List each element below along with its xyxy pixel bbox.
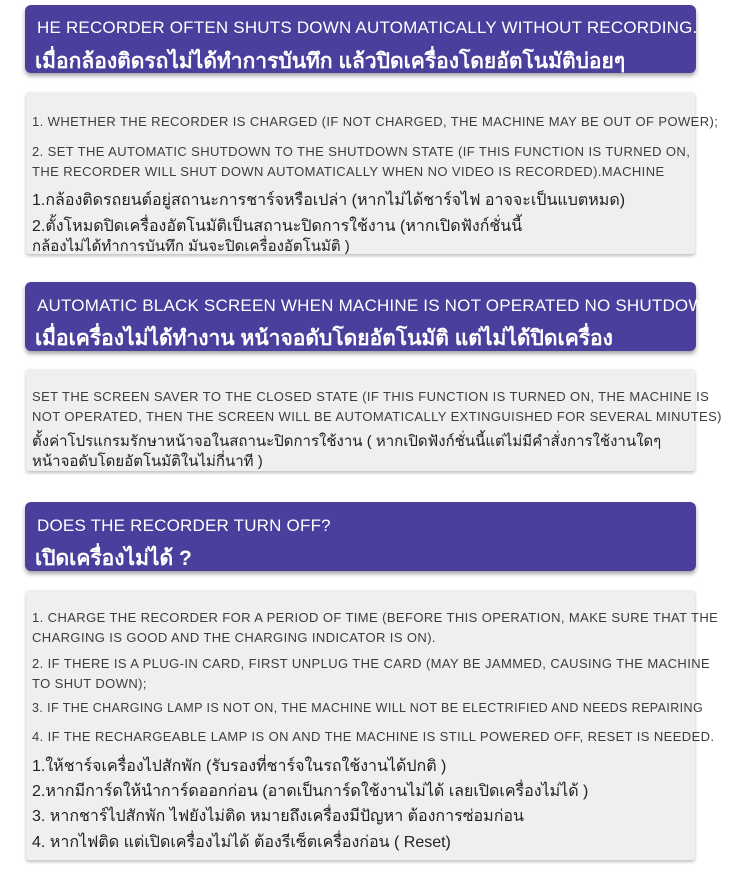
section-2-th-line-1: ตั้งค่าโปรแกรมรักษาหน้าจอในสถานะปิดการใช้งาน ( หากเปิดฟังก์ชั่นนี้แต่ไม่มีคำสั่งการใช้งานใดๆ bbox=[32, 433, 662, 450]
section-2-en-line-1: SET THE SCREEN SAVER TO THE CLOSED STATE (IF THIS FUNCTION IS TURNED ON, THE MACHINE IS bbox=[32, 389, 710, 404]
section-2-header bbox=[25, 282, 718, 351]
section-3-header bbox=[25, 502, 696, 571]
section-3-th-line-2: 2.หากมีการ์ดให้นำการ์ดออกก่อน (อาดเป็นการ์ดใช้งานไม่ได้ เลยเปิดเครื่องไม่ได้ ) bbox=[32, 783, 589, 800]
section-3-th-line-1: 1.ให้ชาร์จเครื่องไปสักพัก (รับรองที่ชาร์จในรถใช้งานได้ปกติ ) bbox=[32, 758, 447, 775]
section-3-th-line-3: 3. หากชาร์ไปสักพัก ไฟยังไม่ติด หมายถึงเครื่องมีปัญหา ต้องการซ่อมก่อน bbox=[32, 808, 524, 825]
section-2-en-line-2: NOT OPERATED, THEN THE SCREEN WILL BE AUTOMATICALLY EXTINGUISHED FOR SEVERAL MINUTES) bbox=[32, 409, 722, 424]
section-3-en-line-5: 3. IF THE CHARGING LAMP IS NOT ON, THE MACHINE WILL NOT BE ELECTRIFIED AND NEEDS REPAIRING bbox=[32, 701, 704, 715]
section-2-title-th: เมื่อเครื่องไม่ได้ทำงาน หน้าจอดับโดยอัตโนมัติ แต่ไม่ได้ปิดเครื่อง bbox=[35, 327, 613, 350]
section-1-en-line-3: THE RECORDER WILL SHUT DOWN AUTOMATICALLY WHEN NO VIDEO IS RECORDED).MACHINE bbox=[32, 164, 665, 179]
section-3-body bbox=[26, 590, 719, 860]
section-3-en-line-3: 2. IF THERE IS A PLUG-IN CARD, FIRST UNPLUG THE CARD (MAY BE JAMMED, CAUSING THE MACHINE bbox=[32, 656, 711, 671]
section-1-en-line-1: 1. WHETHER THE RECORDER IS CHARGED (IF NOT CHARGED, THE MACHINE MAY BE OUT OF POWER); bbox=[32, 114, 719, 129]
section-3-en-line-4: TO SHUT DOWN); bbox=[32, 676, 147, 691]
section-1-th-line-2: 2.ตั้งโหมดปิดเครื่องอัตโนมัติเป็นสถานะปิดการใช้งาน (หากเปิดฟังก์ชั่นนี้ bbox=[32, 218, 523, 235]
section-3-en-line-1: 1. CHARGE THE RECORDER FOR A PERIOD OF TIME (BEFORE THIS OPERATION, MAKE SURE THAT THE bbox=[32, 610, 719, 625]
section-1-body bbox=[26, 92, 719, 255]
section-1-header bbox=[25, 5, 696, 73]
section-1-title-en: HE RECORDER OFTEN SHUTS DOWN AUTOMATICALLY WITHOUT RECORDING. bbox=[37, 18, 698, 37]
section-3-th-line-4: 4. หากไฟติด แต่เปิดเครื่องไม่ได้ ต้องรีเซ็ตเครื่องก่อน ( Reset) bbox=[32, 834, 451, 851]
section-3-en-line-2: CHARGING IS GOOD AND THE CHARGING INDICATOR IS ON). bbox=[32, 630, 436, 645]
section-1-en-line-2: 2. SET THE AUTOMATIC SHUTDOWN TO THE SHUTDOWN STATE (IF THIS FUNCTION IS TURNED ON, bbox=[32, 144, 691, 159]
section-3-title-en: DOES THE RECORDER TURN OFF? bbox=[37, 516, 331, 535]
section-1-th-line-1: 1.กล้องติดรถยนต์อยู่สถานะการชาร์จหรือเปล่า (หากไม่ได้ชาร์จไฟ อาจจะเป็นแบตหมด) bbox=[32, 192, 626, 209]
section-3-title-th: เปิดเครื่องไม่ได้ ? bbox=[35, 547, 192, 570]
section-2-th-line-2: หน้าจอดับโดยอัตโนมัติในไม่กี่นาที ) bbox=[32, 453, 263, 470]
section-2-title-en: AUTOMATIC BLACK SCREEN WHEN MACHINE IS NOT OPERATED NO SHUTDOWN bbox=[37, 296, 718, 315]
section-1-title-th: เมื่อกล้องติดรถไม่ได้ทำการบันทึก แล้วปิดเครื่องโดยอัตโนมัติบ่อยๆ bbox=[35, 50, 626, 73]
section-2-body bbox=[26, 369, 722, 471]
section-3-en-line-6: 4. IF THE RECHARGEABLE LAMP IS ON AND THE MACHINE IS STILL POWERED OFF, RESET IS NEEDED. bbox=[32, 729, 715, 744]
section-1-th-line-3: กล้องไม่ได้ทำการบันทึก มันจะปิดเครื่องอัตโนมัติ ) bbox=[32, 238, 350, 255]
